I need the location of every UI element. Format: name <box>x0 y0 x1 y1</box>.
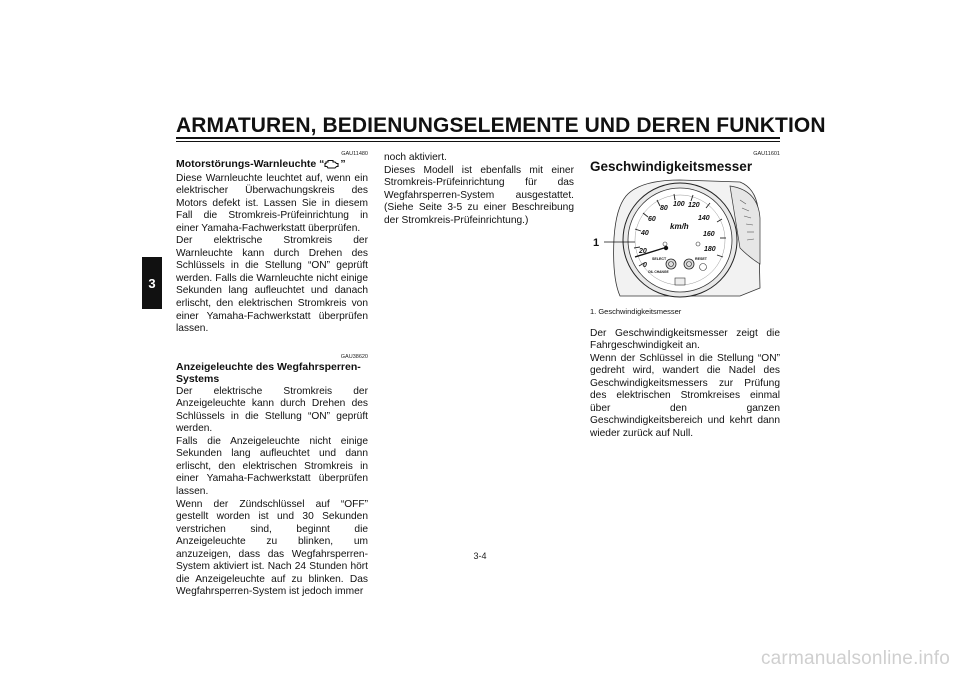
callout-number: 1 <box>593 237 600 249</box>
speedometer-heading: Geschwindigkeitsmesser <box>590 159 753 174</box>
paragraph: noch aktiviert. <box>384 152 447 163</box>
paragraph: Der Geschwindigkeitsmesser zeigt die Fahrgeschwindigkeit an. <box>590 327 780 352</box>
engine-warning-icon <box>324 159 340 173</box>
page-number: 3-4 <box>473 551 487 561</box>
tick-label: 100 <box>673 201 685 208</box>
paragraph: Diese Warnleuchte leuchtet auf, wenn ein elektrischer Überwachungskreis des Motors defekt ist. Lassen Sie in diesem Fall die Stromkreis-Prüfeinrichtung in einer Yamaha-Fachwerkstatt überprüfen. <box>176 172 368 234</box>
tick-label: 140 <box>698 215 710 222</box>
immobilizer-heading: Anzeigeleuchte des Wegfahrsperren-Systems <box>176 360 361 386</box>
select-label: SELECT <box>652 257 667 261</box>
paragraph: Dieses Modell ist ebenfalls mit einer Stromkreis-Prüfeinrichtung für das Wegfahrsperren-System ausgestattet. (Siehe Seite 3-5 zu einer Beschreibung der Stromkreis-Prüfeinrichtung.) <box>384 164 574 226</box>
section-code: GAU11480 <box>341 151 368 157</box>
heading-text: Motorstörungs-Warnleuchte “ <box>176 158 325 170</box>
tick-label: 60 <box>648 216 656 223</box>
paragraph: Der elektrische Stromkreis der Warnleuchte kann durch Drehen des Schlüssels in die Stellung “ON” geprüft werden. Falls die Warnleuchte nicht einige Sekunden lang aufleuchtet und danach erlischt, den elektrischen Stromkreis von einer Yamaha-Fachwerkstatt überprüfen lassen. <box>176 235 368 335</box>
tick-label: 120 <box>688 202 700 209</box>
tick-label: 0 <box>643 262 647 269</box>
column-middle <box>384 152 574 227</box>
tick-label: 20 <box>639 248 647 255</box>
speedometer-figure <box>590 178 780 298</box>
unit-label: km/h <box>670 222 689 231</box>
paragraph: Wenn der Zündschlüssel auf “OFF” gestellt worden ist und 30 Sekunden verstrichen sind, beginnt die Anzeigeleuchte zu blinken, um anzuzeigen, dass das Wegfahrsperren-System aktiviert ist. Nach 24 Stunden hört die Anzeigeleuchte auf zu blinken. Das Wegfahrsperren-System ist jedoch immer <box>176 498 368 598</box>
page-header-title: ARMATUREN, BEDIENUNGSELEMENTE UND DEREN FUNKTION <box>176 114 826 137</box>
tick-label: 160 <box>703 231 715 238</box>
chapter-tab: 3 <box>142 257 162 309</box>
oil-change-label: OIL CHANGE <box>648 270 669 274</box>
column-right <box>590 150 780 440</box>
paragraph: Falls die Anzeigeleuchte nicht einige Sekunden lang aufleuchtet und dann erlischt, den elektrischen Stromkreis in einer Yamaha-Fachwerkstatt überprüfen lassen. <box>176 435 368 497</box>
paragraph: Der elektrische Stromkreis der Anzeigeleuchte kann durch Drehen des Schlüssels in die Stellung “ON” geprüft werden. <box>176 385 368 435</box>
column-left <box>176 150 368 599</box>
tick-label: 40 <box>641 230 649 237</box>
heading-text-end: ” <box>340 158 346 170</box>
header-rule-thin <box>176 141 780 142</box>
tick-label: 80 <box>660 205 668 212</box>
section-code: GAU11601 <box>753 151 780 157</box>
paragraph: Wenn der Schlüssel in die Stellung “ON” gedreht wird, wandert die Nadel des Geschwindigkeitsmessers zur Prüfung des elektrischen Stromkreises einmal über den ganzen Geschwindigkeitsbereich und kehrt dann wieder zurück auf Null. <box>590 352 780 439</box>
engine-warning-heading <box>176 158 368 173</box>
speedometer-illustration <box>590 178 780 298</box>
section-code: GAU38620 <box>340 353 368 360</box>
header-rule-thick <box>176 137 780 139</box>
watermark: carmanualsonline.info <box>760 648 950 669</box>
figure-caption: 1. Geschwindigkeitsmesser <box>590 307 682 316</box>
reset-label: RESET <box>695 257 707 261</box>
tick-label: 180 <box>704 246 716 253</box>
